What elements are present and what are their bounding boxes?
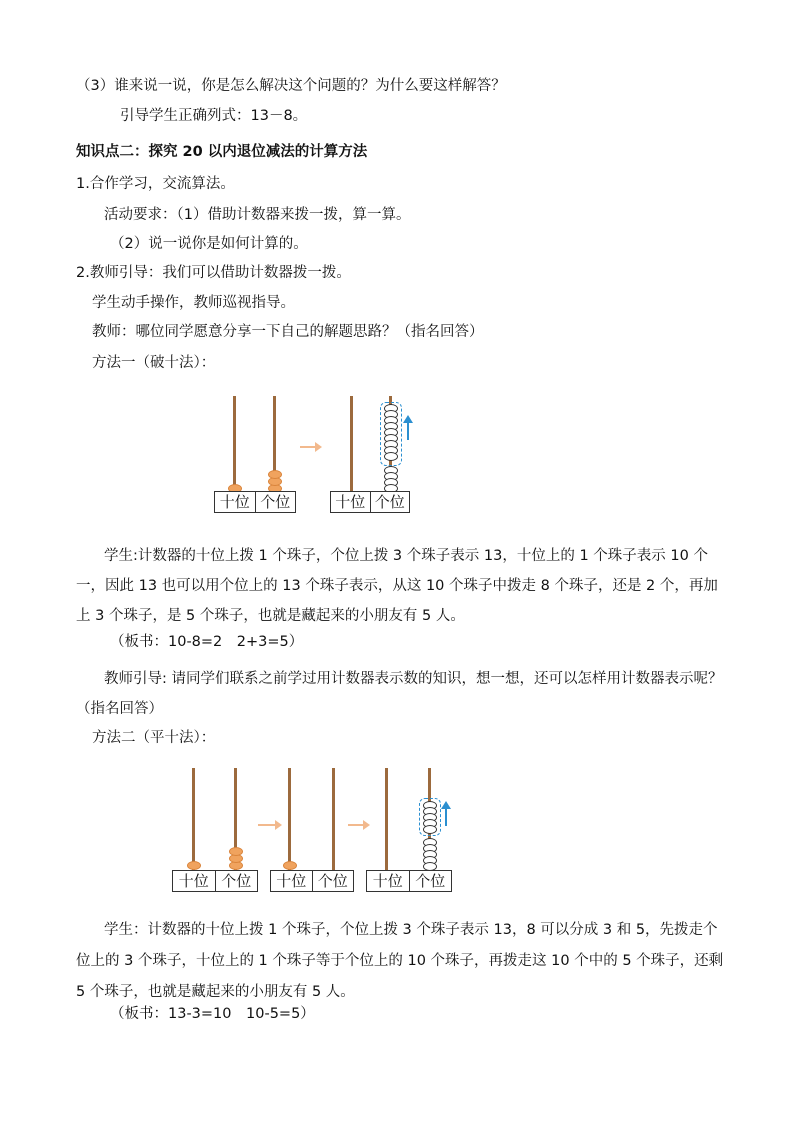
abacus-bead-outline: [384, 452, 398, 461]
step-2: 2.教师引导：我们可以借助计数器拨一拨。: [76, 265, 351, 281]
abacus-figure-1: [200, 390, 430, 515]
tens-label: 十位: [276, 872, 307, 890]
question-3: （3）谁来说一说，你是怎么解决这个问题的？为什么要这样解答？: [76, 78, 506, 94]
teacher-line: 教师：哪位同学愿意分享一下自己的解题思路？（指名回答）: [92, 324, 484, 340]
method-2-heading: 方法二（平十法）：: [92, 730, 216, 746]
board-writing-1: （板书：10-8=2 2+3=5）: [110, 634, 304, 650]
guide-line: 引导学生正确列式：13－8。: [120, 108, 308, 124]
abacus-bead: [229, 847, 243, 856]
abacus-place-labels: [366, 870, 452, 892]
ones-label: 个位: [409, 871, 452, 891]
abacus-bead-outline: [423, 825, 437, 834]
abacus-rod: [385, 768, 388, 872]
board-writing-2: （板书：13-3=10 10-5=5）: [110, 1006, 315, 1022]
abacus-place-labels: [330, 491, 410, 513]
operation-line: 学生动手操作，教师巡视指导。: [92, 295, 295, 311]
abacus-place-labels: [214, 491, 296, 513]
abacus-bead: [187, 861, 201, 870]
requirement-2: （2）说一说你是如何计算的。: [110, 236, 308, 252]
up-arrow-icon: [407, 422, 409, 440]
student-explanation-2: 学生：计数器的十位上拨 1 个珠子，个位上拨 3 个珠子表示 13，8 可以分成 3 和 5，先拨走个位上的 3 个珠子，十位上的 1 个珠子等于个位上的 10 个珠子，再拨走这 10 个中的 5 个珠子，还剩 5 个珠子，也就是藏起来的小朋友有 5 人。: [76, 922, 724, 1000]
right-arrow-icon: [348, 824, 364, 826]
ones-label: 个位: [255, 492, 296, 512]
abacus-rod: [288, 768, 291, 872]
abacus-bead: [283, 861, 297, 870]
abacus-rod: [332, 768, 335, 872]
ones-label: 个位: [370, 492, 410, 512]
abacus-figure-2: [170, 764, 460, 894]
teacher-guide: 教师引导: 请同学们联系之前学过用计数器表示数的知识，想一想，还可以怎样用计数器表示呢？（指名回答）: [76, 671, 723, 717]
step-1: 1.合作学习，交流算法。: [76, 176, 235, 192]
tens-label: 十位: [372, 872, 403, 890]
ones-label: 个位: [312, 871, 354, 891]
abacus-rod: [233, 396, 236, 492]
right-arrow-icon: [258, 824, 276, 826]
right-arrow-icon: [300, 446, 316, 448]
abacus-bead: [268, 470, 282, 479]
method-1-heading: 方法一（破十法）：: [92, 355, 216, 371]
abacus-place-labels: [172, 870, 258, 892]
tens-label: 十位: [178, 872, 209, 890]
ones-label: 个位: [215, 871, 258, 891]
tens-label: 十位: [219, 493, 250, 511]
abacus-rod: [350, 396, 353, 492]
knowledge-point-2-heading: 知识点二：探究 20 以内退位减法的计算方法: [76, 144, 368, 160]
student-explanation-1: 学生:计数器的十位上拨 1 个珠子，个位上拨 3 个珠子表示 13，十位上的 1 个珠子表示 10 个一，因此 13 也可以用个位上的 13 个珠子表示，从这 10 个珠子中拨走 8 个珠子，还是 2 个，再加上 3 个珠子，是 5 个珠子，也就是藏起来的小朋友有 5 人。: [76, 548, 718, 624]
up-arrow-icon: [445, 808, 447, 826]
abacus-place-labels: [270, 870, 354, 892]
tens-label: 十位: [335, 493, 366, 511]
requirement-1: 活动要求：（1）借助计数器来拨一拨，算一算。: [104, 207, 411, 223]
abacus-rod: [192, 768, 195, 872]
